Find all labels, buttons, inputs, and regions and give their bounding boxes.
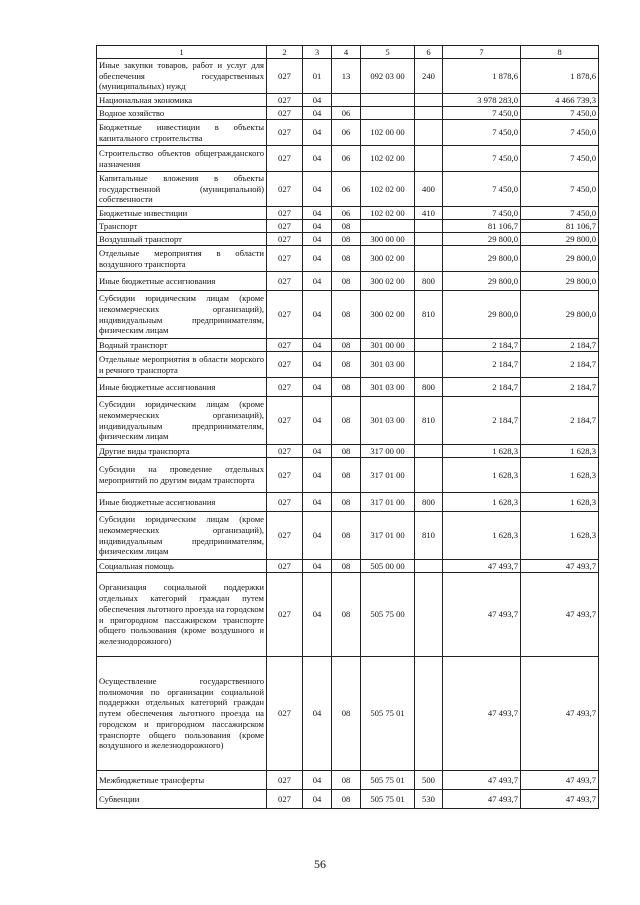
table-row [97,233,599,246]
chapter-code: 04 [303,397,332,445]
column-header: 6 [415,46,443,59]
expense-type-code: 800 [415,378,443,397]
target-article-code: 505 00 00 [361,560,415,573]
column-header: 1 [97,46,267,59]
amount-col-7: 7 450,0 [443,107,521,120]
amount-col-8: 47 493,7 [521,573,599,657]
target-article-code: 102 02 00 [361,172,415,207]
target-article-code: 317 00 00 [361,445,415,458]
expense-type-code: 810 [415,397,443,445]
section-code: 027 [267,790,303,809]
chapter-code: 04 [303,146,332,172]
amount-col-7: 47 493,7 [443,790,521,809]
subsection-code: 08 [332,790,361,809]
target-article-code: 102 00 00 [361,120,415,146]
target-article-code: 301 03 00 [361,378,415,397]
subsection-code: 06 [332,107,361,120]
expense-type-code [415,657,443,771]
amount-col-8: 7 450,0 [521,146,599,172]
target-article-code: 505 75 01 [361,657,415,771]
column-header: 5 [361,46,415,59]
row-name: Водное хозяйство [97,107,267,120]
amount-col-7: 1 628,3 [443,493,521,512]
expense-type-code: 500 [415,771,443,790]
subsection-code: 08 [332,512,361,560]
amount-col-8: 47 493,7 [521,790,599,809]
budget-table-page [96,45,598,809]
expense-type-code [415,458,443,493]
chapter-code: 04 [303,291,332,339]
subsection-code: 08 [332,246,361,272]
target-article-code [361,94,415,107]
row-name: Субсидии на проведение отдельных мероприятий по другим видам транспорта [97,458,267,493]
subsection-code: 08 [332,657,361,771]
table-row [97,207,599,220]
amount-col-8: 29 800,0 [521,291,599,339]
amount-col-7: 2 184,7 [443,378,521,397]
target-article-code [361,107,415,120]
column-header: 2 [267,46,303,59]
row-name: Транспорт [97,220,267,233]
subsection-code: 08 [332,272,361,291]
table-row [97,339,599,352]
section-code: 027 [267,291,303,339]
amount-col-8: 1 878,6 [521,59,599,94]
subsection-code: 08 [332,378,361,397]
target-article-code: 301 00 00 [361,339,415,352]
table-row [97,272,599,291]
amount-col-7: 81 106,7 [443,220,521,233]
amount-col-8: 7 450,0 [521,172,599,207]
chapter-code: 04 [303,94,332,107]
expense-type-code [415,107,443,120]
table-row [97,771,599,790]
amount-col-8: 7 450,0 [521,120,599,146]
expense-type-code: 530 [415,790,443,809]
budget-table [96,45,599,809]
subsection-code: 08 [332,291,361,339]
expense-type-code [415,94,443,107]
target-article-code: 317 01 00 [361,512,415,560]
table-row [97,378,599,397]
amount-col-8: 7 450,0 [521,207,599,220]
subsection-code: 08 [332,458,361,493]
amount-col-7: 47 493,7 [443,573,521,657]
section-code: 027 [267,94,303,107]
amount-col-8: 2 184,7 [521,397,599,445]
chapter-code: 04 [303,339,332,352]
section-code: 027 [267,339,303,352]
section-code: 027 [267,246,303,272]
target-article-code: 301 03 00 [361,352,415,378]
expense-type-code [415,220,443,233]
target-article-code: 300 02 00 [361,246,415,272]
amount-col-8: 1 628,3 [521,493,599,512]
subsection-code: 06 [332,172,361,207]
amount-col-8: 1 628,3 [521,445,599,458]
amount-col-7: 3 978 283,0 [443,94,521,107]
target-article-code: 102 02 00 [361,207,415,220]
amount-col-7: 7 450,0 [443,120,521,146]
expense-type-code [415,339,443,352]
amount-col-7: 47 493,7 [443,771,521,790]
expense-type-code [415,120,443,146]
section-code: 027 [267,120,303,146]
section-code: 027 [267,272,303,291]
table-row [97,493,599,512]
expense-type-code [415,560,443,573]
subsection-code: 08 [332,560,361,573]
amount-col-7: 7 450,0 [443,172,521,207]
section-code: 027 [267,59,303,94]
section-code: 027 [267,445,303,458]
subsection-code: 08 [332,771,361,790]
table-row [97,94,599,107]
target-article-code: 300 02 00 [361,272,415,291]
chapter-code: 04 [303,233,332,246]
table-row [97,120,599,146]
amount-col-8: 2 184,7 [521,339,599,352]
chapter-code: 04 [303,560,332,573]
target-article-code: 317 01 00 [361,458,415,493]
amount-col-8: 1 628,3 [521,458,599,493]
row-name: Национальная экономика [97,94,267,107]
row-name: Водный транспорт [97,339,267,352]
target-article-code: 505 75 01 [361,790,415,809]
target-article-code: 300 02 00 [361,291,415,339]
section-code: 027 [267,107,303,120]
amount-col-7: 29 800,0 [443,233,521,246]
chapter-code: 01 [303,59,332,94]
table-header-row [97,46,599,59]
section-code: 027 [267,657,303,771]
row-name: Субсидии юридическим лицам (кроме некоммерческих организаций), индивидуальным предпринимателям, физическим лицам [97,291,267,339]
expense-type-code: 240 [415,59,443,94]
subsection-code: 08 [332,493,361,512]
chapter-code: 04 [303,352,332,378]
amount-col-7: 1 628,3 [443,512,521,560]
subsection-code: 08 [332,352,361,378]
row-name: Отдельные мероприятия в области морского и речного транспорта [97,352,267,378]
amount-col-7: 2 184,7 [443,397,521,445]
table-row [97,107,599,120]
section-code: 027 [267,771,303,790]
table-row [97,146,599,172]
target-article-code: 102 02 00 [361,146,415,172]
chapter-code: 04 [303,172,332,207]
amount-col-7: 29 800,0 [443,272,521,291]
section-code: 027 [267,146,303,172]
section-code: 027 [267,352,303,378]
target-article-code: 317 01 00 [361,493,415,512]
column-header: 7 [443,46,521,59]
chapter-code: 04 [303,458,332,493]
chapter-code: 04 [303,512,332,560]
column-header: 4 [332,46,361,59]
amount-col-7: 29 800,0 [443,291,521,339]
row-name: Бюджетные инвестиции в объекты капитального строительства [97,120,267,146]
row-name: Отдельные мероприятия в области воздушного транспорта [97,246,267,272]
table-row [97,246,599,272]
row-name: Иные бюджетные ассигнования [97,378,267,397]
page-number: 56 [314,857,326,871]
expense-type-code [415,233,443,246]
row-name: Иные бюджетные ассигнования [97,272,267,291]
amount-col-7: 1 628,3 [443,445,521,458]
chapter-code: 04 [303,120,332,146]
amount-col-8: 7 450,0 [521,107,599,120]
target-article-code: 301 03 00 [361,397,415,445]
chapter-code: 04 [303,771,332,790]
table-row [97,458,599,493]
target-article-code: 300 00 00 [361,233,415,246]
subsection-code: 13 [332,59,361,94]
subsection-code [332,94,361,107]
row-name: Капитальные вложения в объекты государственной (муниципальной) собственности [97,172,267,207]
amount-col-7: 1 628,3 [443,458,521,493]
section-code: 027 [267,493,303,512]
row-name: Осуществление государственного полномочия по организации социальной поддержки отдельных категорий граждан путем обеспечения льготного проезда на городском и пригородном пассажирском транспорте общего пользования (кроме воздушного и железнодорожного) [97,657,267,771]
row-name: Строительство объектов общегражданского назначения [97,146,267,172]
amount-col-8: 1 628,3 [521,512,599,560]
section-code: 027 [267,573,303,657]
row-name: Организация социальной поддержки отдельных категорий граждан путем обеспечения льготного проезда на городском и пригородном пассажирском транспорте общего пользования (кроме воздушного и железнодорожного) [97,573,267,657]
row-name: Воздушный транспорт [97,233,267,246]
expense-type-code: 800 [415,493,443,512]
section-code: 027 [267,458,303,493]
amount-col-7: 29 800,0 [443,246,521,272]
table-row [97,352,599,378]
chapter-code: 04 [303,657,332,771]
expense-type-code: 410 [415,207,443,220]
row-name: Межбюджетные трансферты [97,771,267,790]
chapter-code: 04 [303,790,332,809]
chapter-code: 04 [303,272,332,291]
amount-col-8: 47 493,7 [521,771,599,790]
chapter-code: 04 [303,573,332,657]
amount-col-8: 2 184,7 [521,378,599,397]
amount-col-8: 29 800,0 [521,246,599,272]
subsection-code: 06 [332,146,361,172]
table-row [97,59,599,94]
subsection-code: 06 [332,207,361,220]
amount-col-8: 81 106,7 [521,220,599,233]
expense-type-code: 810 [415,291,443,339]
subsection-code: 06 [332,120,361,146]
expense-type-code [415,246,443,272]
chapter-code: 04 [303,246,332,272]
target-article-code: 505 75 01 [361,771,415,790]
amount-col-8: 29 800,0 [521,272,599,291]
target-article-code [361,220,415,233]
section-code: 027 [267,233,303,246]
subsection-code: 08 [332,397,361,445]
row-name: Другие виды транспорта [97,445,267,458]
expense-type-code: 810 [415,512,443,560]
subsection-code: 08 [332,445,361,458]
table-row [97,512,599,560]
row-name: Субвенции [97,790,267,809]
row-name: Иные бюджетные ассигнования [97,493,267,512]
expense-type-code [415,573,443,657]
chapter-code: 04 [303,378,332,397]
table-row [97,291,599,339]
section-code: 027 [267,172,303,207]
section-code: 027 [267,207,303,220]
amount-col-8: 47 493,7 [521,657,599,771]
table-row [97,573,599,657]
table-row [97,220,599,233]
chapter-code: 04 [303,220,332,233]
amount-col-7: 2 184,7 [443,339,521,352]
expense-type-code: 800 [415,272,443,291]
amount-col-8: 29 800,0 [521,233,599,246]
subsection-code: 08 [332,220,361,233]
amount-col-8: 47 493,7 [521,560,599,573]
row-name: Субсидии юридическим лицам (кроме некоммерческих организаций), индивидуальным предпринимателям, физическим лицам [97,512,267,560]
target-article-code: 092 03 00 [361,59,415,94]
target-article-code: 505 75 00 [361,573,415,657]
amount-col-8: 4 466 739,3 [521,94,599,107]
section-code: 027 [267,220,303,233]
chapter-code: 04 [303,493,332,512]
expense-type-code [415,146,443,172]
table-row [97,657,599,771]
table-row [97,560,599,573]
section-code: 027 [267,512,303,560]
row-name: Субсидии юридическим лицам (кроме некоммерческих организаций), индивидуальным предпринимателям, физическим лицам [97,397,267,445]
table-row [97,445,599,458]
section-code: 027 [267,397,303,445]
row-name: Бюджетные инвестиции [97,207,267,220]
amount-col-7: 47 493,7 [443,657,521,771]
subsection-code: 08 [332,573,361,657]
amount-col-7: 7 450,0 [443,207,521,220]
amount-col-8: 2 184,7 [521,352,599,378]
amount-col-7: 1 878,6 [443,59,521,94]
chapter-code: 04 [303,107,332,120]
table-row [97,397,599,445]
expense-type-code: 400 [415,172,443,207]
amount-col-7: 47 493,7 [443,560,521,573]
chapter-code: 04 [303,445,332,458]
expense-type-code [415,352,443,378]
amount-col-7: 7 450,0 [443,146,521,172]
column-header: 3 [303,46,332,59]
expense-type-code [415,445,443,458]
table-row [97,172,599,207]
subsection-code: 08 [332,339,361,352]
subsection-code: 08 [332,233,361,246]
section-code: 027 [267,560,303,573]
column-header: 8 [521,46,599,59]
amount-col-7: 2 184,7 [443,352,521,378]
table-row [97,790,599,809]
row-name: Социальная помощь [97,560,267,573]
chapter-code: 04 [303,207,332,220]
section-code: 027 [267,378,303,397]
row-name: Иные закупки товаров, работ и услуг для обеспечения государственных (муниципальных) нужд [97,59,267,94]
